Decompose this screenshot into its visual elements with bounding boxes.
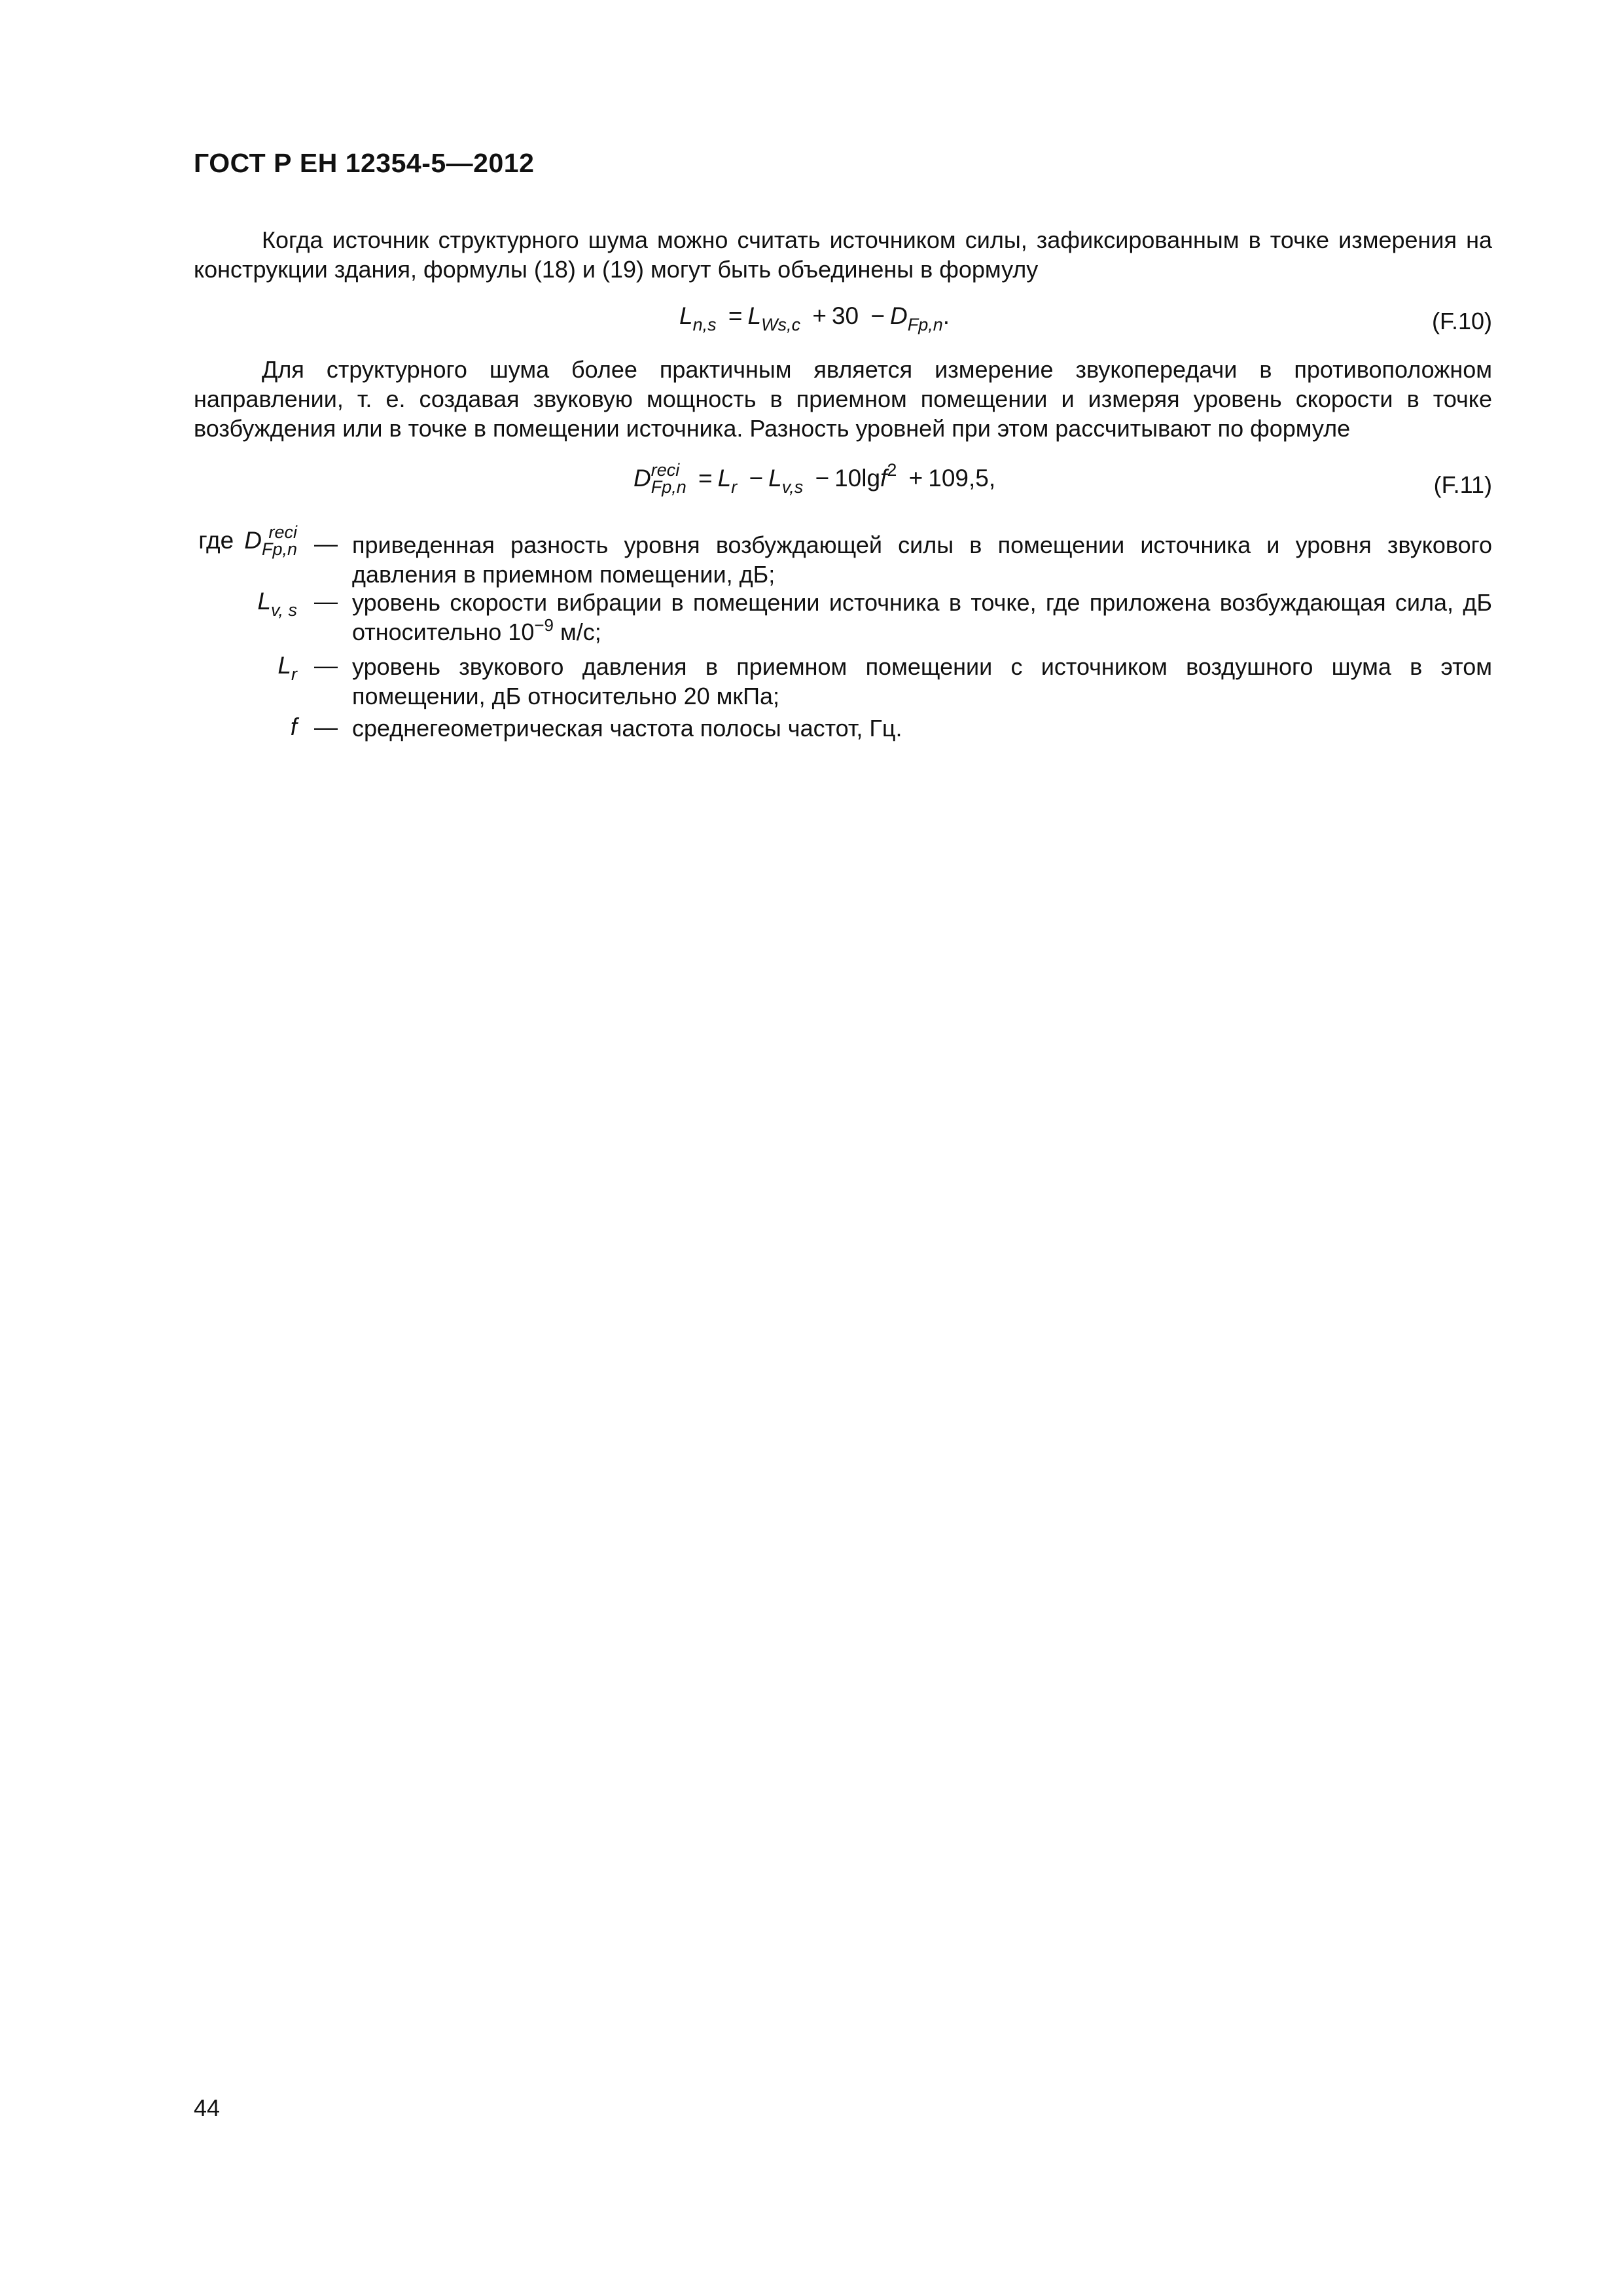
formula-number: 30: [831, 302, 859, 329]
formula-subscript: Fp,n: [651, 477, 687, 497]
definition-text: уровень звукового давления в приемном помещении с источником воздушного шума в этом помещении, дБ относительно 20 мкПа;: [352, 653, 1492, 709]
symbol-superscript: reci: [268, 522, 297, 542]
definition-text-part: уровень скорости вибрации в помещении источника в точке, где приложена возбуждающая сила, дБ относительно 10: [352, 589, 1492, 645]
symbol-letter: f: [290, 713, 297, 740]
formula-symbol: f: [880, 464, 887, 492]
formula-operator: −: [815, 464, 830, 492]
definition-symbol: [198, 522, 297, 559]
formula-symbol: L: [747, 302, 762, 329]
formula-symbol: D: [633, 464, 651, 492]
formula-symbol: D: [890, 302, 908, 329]
symbol-index-stack: [262, 524, 297, 558]
formula-subscript: n,s: [692, 315, 717, 334]
formula-operator: +: [812, 302, 827, 329]
formula-symbol: L: [768, 464, 782, 492]
definition-symbol: [291, 713, 297, 741]
definition-dash: —: [314, 588, 338, 615]
formula-operator: =: [728, 302, 743, 329]
definition-dash: —: [314, 530, 338, 557]
formula-f11: [633, 459, 996, 497]
equation-number-f11: (F.11): [1433, 471, 1492, 498]
formula-operator: +: [908, 464, 923, 492]
formula-function: 10lg: [834, 464, 881, 492]
formula-superscript: 2: [887, 459, 897, 480]
page-number: 44: [194, 2094, 221, 2121]
formula-subscript: Fp,n: [907, 315, 943, 334]
definition-text: среднегеометрическая частота полосы частот, Гц.: [352, 715, 902, 742]
formula-subscript: v,s: [781, 476, 804, 497]
symbol-subscript: r: [291, 664, 297, 684]
equation-number-f10: (F.10): [1431, 308, 1492, 334]
formula-superscript: reci: [651, 460, 680, 480]
symbol-letter: L: [257, 588, 271, 615]
paragraph-1: Когда источник структурного шума можно считать источником силы, зафиксированным в точке измерения на конструкции здания, формулы (18) и (19) могут быть объединены в формулу: [194, 226, 1492, 283]
formula-number: 109,5,: [928, 464, 996, 492]
symbol-letter: D: [244, 526, 262, 554]
symbol-subscript: v, s: [271, 600, 297, 620]
paragraph-2: Для структурного шума более практичным является измерение звукопередачи в противоположном направлении, т. е. создавая звуковую мощность в приемном помещении и измеряя уровень скорости в точке возбуждения или в точке в помещении источника. Разность уровней при этом рассчитывают по формуле: [194, 356, 1492, 442]
definition-text: приведенная разность уровня возбуждающей силы в помещении источника и уровня звукового давления в приемном помещении, дБ;: [352, 531, 1492, 588]
formula-f10: [679, 302, 950, 334]
definition-text-part: м/с;: [554, 619, 601, 645]
formula-operator: −: [870, 302, 885, 329]
page-header: ГОСТ Р ЕН 12354-5—2012: [194, 148, 535, 178]
formula-symbol: L: [717, 464, 732, 492]
formula-subscript: r: [731, 476, 738, 497]
formula-punctuation: .: [942, 302, 950, 329]
definition-symbol: [277, 652, 297, 684]
definition-superscript: −9: [534, 615, 554, 635]
symbol-letter: L: [277, 652, 291, 679]
formula-operator: −: [749, 464, 764, 492]
definition-text: [352, 588, 1492, 649]
formula-index-stack: [651, 461, 687, 495]
formula-subscript: Ws,c: [761, 315, 801, 334]
definition-symbol: [257, 588, 297, 620]
definition-dash: —: [314, 713, 338, 740]
definition-dash: —: [314, 652, 338, 679]
formula-symbol: L: [679, 302, 693, 329]
where-label: где: [198, 526, 234, 554]
symbol-subscript: Fp,n: [261, 539, 297, 559]
formula-operator: =: [698, 464, 713, 492]
